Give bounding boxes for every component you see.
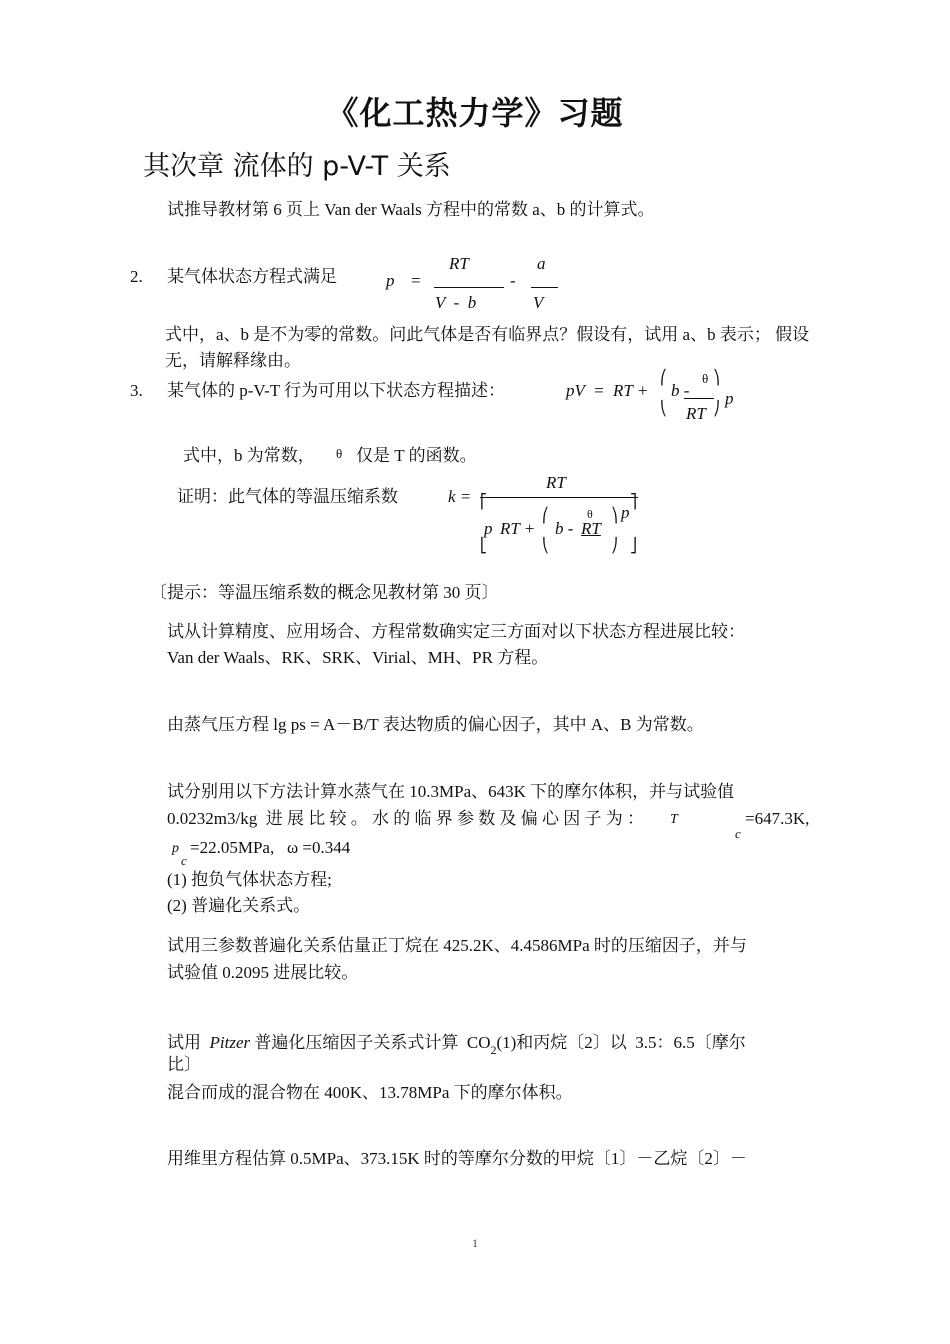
eq3-fraction-bar — [684, 398, 714, 399]
k-bracket-top-right: ⎤ — [630, 495, 637, 510]
k-bracket-bottom-left: ⎣ — [480, 539, 487, 554]
problem-2-text: 某气体状态方程式满足 — [167, 267, 337, 286]
eq3-lhs: pV = RT + — [566, 381, 649, 400]
eq2-numerator-1: RT — [449, 254, 469, 273]
document-title: 《化工热力学》习题 — [326, 94, 624, 132]
k-den-b: b - — [555, 519, 574, 538]
problem-2-explanation: 式中，a、b 是不为零的常数。问此气体是否有临界点？假设有，试用 a、b 表示； 假设无，请解释缘由。 — [165, 325, 810, 370]
problem-8-line-2: 混合而成的混合物在 400K、13.78MPa 下的摩尔体积。 — [167, 1083, 573, 1102]
k-den-theta: θ — [587, 507, 593, 521]
k-numerator: RT — [546, 473, 566, 492]
tc-symbol: T — [670, 812, 678, 827]
problem-6-item-1: (1) 抱负气体状态方程; — [167, 870, 332, 889]
problem-3-where-2: 仅是 T 的函数。 — [356, 446, 477, 465]
k-bracket-bottom-right: ⎦ — [630, 539, 637, 554]
tc-value: =647.3K, — [745, 809, 810, 828]
problem-6-line-2: 0.0232m3/kg 进 展 比 较 。 水 的 临 界 参 数 及 偏 心 因 子 为 ： — [167, 809, 644, 828]
problem-3-where: 式中，b 为常数， — [183, 446, 315, 465]
page-number: 1 — [472, 1236, 478, 1250]
eq2-minus: - — [510, 271, 516, 290]
problem-8-prefix: 试用 — [167, 1033, 210, 1052]
problem-7-line-2: 试验值 0.2095 进展比较。 — [167, 963, 359, 982]
eq3-left-paren-bottom: ⎝ — [660, 402, 667, 417]
problem-3-hint: 〔提示：等温压缩系数的概念见教材第 30 页〕 — [150, 583, 499, 602]
eq2-equals: = — [411, 271, 421, 290]
pc-symbol: p — [172, 841, 179, 856]
k-paren-bottom-right: ⎠ — [611, 539, 618, 554]
problem-8-line-1 — [167, 1030, 746, 1057]
eq3-right-paren-top: ⎞ — [713, 371, 720, 386]
eq3-theta: θ — [702, 371, 709, 386]
problem-1-text: 试推导教材第 6 页上 Van der Waals 方程中的常数 a、b 的计算式。 — [167, 200, 655, 219]
k-paren-top-right: ⎞ — [611, 509, 618, 524]
eq3-rt: RT — [686, 404, 706, 423]
problem-2-number: 2. — [130, 267, 143, 286]
k-den-rt2: RT — [581, 519, 601, 538]
co2-subscript: 2 — [490, 1043, 497, 1057]
tc-subscript: c — [735, 826, 741, 841]
problem-3-prove: 证明：此气体的等温压缩系数 — [177, 487, 398, 506]
problem-8-end: (1)和丙烷〔2〕以 3.5：6.5〔摩尔 — [496, 1033, 746, 1052]
problem-3-number: 3. — [130, 381, 143, 400]
problem-8-mid: 普遍化压缩因子关系式计算 CO — [250, 1033, 491, 1052]
problem-4-line-1: 试从计算精度、应用场合、方程常数确实定三方面对以下状态方程进展比较： — [167, 622, 745, 641]
k-fraction-bar — [480, 497, 638, 498]
problem-8-line-1-wrap: 比〕 — [167, 1055, 201, 1074]
problem-9-text: 用维里方程估算 0.5MPa、373.15K 时的等摩尔分数的甲烷〔1〕－乙烷〔2〕－ — [167, 1149, 747, 1168]
eq2-denominator-1: V - b — [435, 293, 477, 312]
pc-subscript: c — [181, 853, 187, 868]
eq3-left-paren-top: ⎛ — [660, 371, 667, 386]
problem-4-line-2: Van der Waals、RK、SRK、Virial、MH、PR 方程。 — [167, 648, 549, 667]
pc-omega-value: =22.05MPa, ω =0.344 — [190, 838, 351, 857]
eq3-right-paren-bottom: ⎠ — [713, 402, 720, 417]
eq2-fraction-bar-1 — [434, 287, 504, 288]
eq2-numerator-2: a — [537, 254, 546, 273]
theta-symbol: θ — [336, 446, 343, 461]
k-paren-top-left: ⎛ — [542, 509, 549, 524]
problem-5-text: 由蒸气压方程 lg ps = A－B/T 表达物质的偏心因子，其中 A、B 为常数。 — [167, 715, 704, 734]
k-bracket-top-left: ⎡ — [480, 495, 487, 510]
k-den-p2: p — [621, 503, 630, 522]
problem-6-line-1: 试分别用以下方法计算水蒸气在 10.3MPa、643K 下的摩尔体积，并与试验值 — [167, 782, 735, 801]
eq2-fraction-bar-2 — [531, 287, 558, 288]
pitzer-term: Pitzer — [209, 1033, 251, 1052]
k-lhs: k = — [448, 487, 472, 506]
k-den-rt: RT + — [500, 519, 536, 538]
problem-7-line-1: 试用三参数普遍化关系估量正丁烷在 425.2K、4.4586MPa 时的压缩因子，并与 — [167, 936, 747, 955]
k-paren-bottom-left: ⎝ — [542, 539, 549, 554]
eq2-lhs: p — [386, 271, 395, 290]
eq3-b: b - — [671, 381, 690, 400]
problem-3-text: 某气体的 p-V-T 行为可用以下状态方程描述： — [167, 381, 506, 400]
eq3-p: p — [725, 389, 734, 408]
eq2-denominator-2: V — [533, 293, 544, 312]
problem-6-item-2: (2) 普遍化关系式。 — [167, 896, 311, 915]
k-den-p: p — [484, 519, 493, 538]
chapter-heading: 其次章 流体的 p-V-T 关系 — [143, 151, 451, 182]
